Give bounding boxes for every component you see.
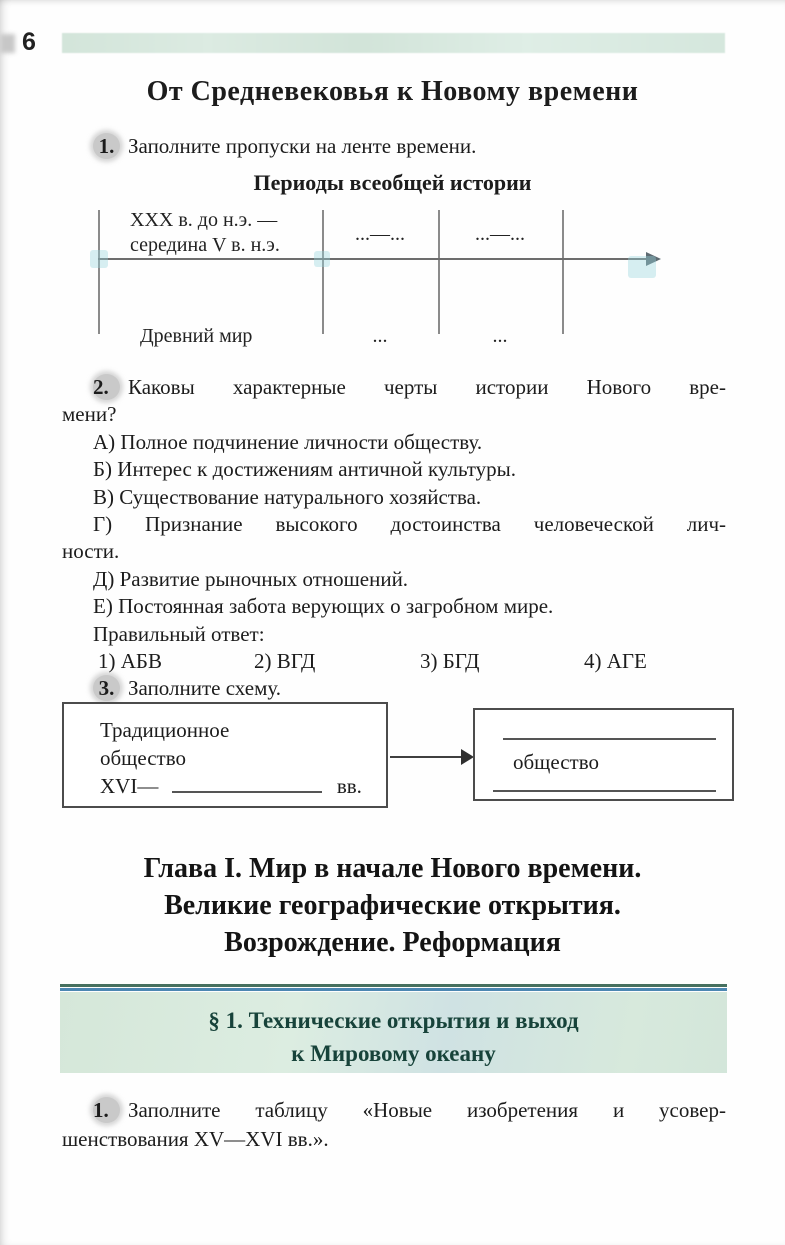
- exercise-3-task: 3. Заполните схему.: [62, 675, 726, 702]
- exercise-2: [62, 374, 726, 703]
- exercise-2-question-line1: 2. Каковы характерные черты истории Нового вре-: [93, 375, 726, 399]
- schema-right-box: [473, 708, 734, 801]
- exercise-1-task: [62, 133, 726, 159]
- option-g-line2: ности.: [62, 539, 120, 564]
- scan-smudge: [90, 250, 108, 268]
- timeline-tick-4: [562, 210, 564, 334]
- schema-left-line3: XVI— вв.: [100, 774, 362, 798]
- scan-smudge: [628, 256, 656, 278]
- timeline-diagram: [62, 206, 742, 358]
- fill-in-blank: [503, 738, 716, 740]
- fill-in-blank: [172, 791, 322, 793]
- option-a: А) Полное подчинение личности обществу.: [93, 429, 483, 454]
- schema-left-line2: общество: [100, 746, 186, 770]
- answer-option-2: 2) ВГД: [254, 649, 316, 674]
- section-heading-line1: § 1. Технические открытия и выход: [208, 1008, 579, 1033]
- timeline-period-1-label: XXX в. до н.э. — середина V в. н.э.: [130, 209, 280, 256]
- answer-option-1: 1) АБВ: [98, 649, 162, 674]
- chapter-heading-line2: Великие географические открытия.: [164, 890, 621, 921]
- answer-label: Правильный ответ:: [93, 621, 265, 646]
- schema-arrow: [390, 756, 462, 758]
- exercise-2-number-badge: 2.: [93, 374, 120, 400]
- chapter-heading-line1: Глава I. Мир в начале Нового времени.: [143, 853, 642, 884]
- schema-left-box: [62, 702, 388, 808]
- option-d: Д) Развитие рыночных отношений.: [93, 566, 409, 591]
- header-bar: [62, 33, 725, 53]
- timeline-era-3-blank: ...: [492, 325, 508, 347]
- section-rule-blue: [60, 988, 727, 991]
- chapter-heading: [0, 850, 785, 961]
- page-number: 6: [22, 28, 36, 56]
- schema-right-word: общество: [513, 750, 599, 774]
- timeline-period-2-blank: ...—...: [355, 223, 405, 245]
- fill-in-blank: [493, 790, 716, 792]
- section-heading-line2: к Мировому океану: [291, 1041, 496, 1066]
- exercise-1-number-badge: 1.: [93, 133, 120, 159]
- answers-row: [62, 648, 726, 675]
- exercise-table-task-line1: 1. Заполните таблицу «Новые изобретения и усовер-: [93, 1098, 726, 1122]
- exercise-table-task-line2: шенствования XV—XVI вв.».: [62, 1126, 329, 1151]
- timeline-title: Периоды всеобщей истории: [253, 170, 532, 195]
- timeline-era-2-blank: ...: [372, 325, 388, 347]
- section-heading: [60, 992, 727, 1073]
- timeline-era-1-label: Древний мир: [140, 325, 253, 347]
- page-title: От Средневековья к Новому времени: [146, 76, 639, 107]
- scan-smudge: [314, 251, 330, 267]
- schema-left-line1: Традиционное: [100, 718, 230, 742]
- answer-option-4: 4) АГЕ: [584, 649, 647, 674]
- section-rule-green: [60, 984, 727, 987]
- exercise-1-text: Заполните пропуски на ленте времени.: [128, 134, 477, 158]
- page-edge-mark: [0, 34, 15, 53]
- chapter-heading-line3: Возрождение. Реформация: [224, 927, 561, 958]
- exercise-table-number-badge: 1.: [93, 1097, 120, 1123]
- answer-option-3: 3) БГД: [420, 649, 480, 674]
- option-g-line1: Г) Признание высокого достоинства человеческой лич-: [93, 512, 726, 537]
- timeline-axis: [98, 258, 648, 260]
- exercise-table-task: [62, 1096, 726, 1153]
- option-b: Б) Интерес к достижениям античной культуры.: [93, 457, 517, 482]
- option-e: Е) Постоянная забота верующих о загробном мире.: [93, 594, 554, 619]
- timeline-tick-1: [98, 210, 100, 334]
- exercise-3-number-badge: 3.: [93, 675, 120, 701]
- timeline-period-3-blank: ...—...: [475, 223, 525, 245]
- exercise-2-question-line2: мени?: [62, 402, 117, 427]
- option-v: В) Существование натурального хозяйства.: [93, 484, 482, 509]
